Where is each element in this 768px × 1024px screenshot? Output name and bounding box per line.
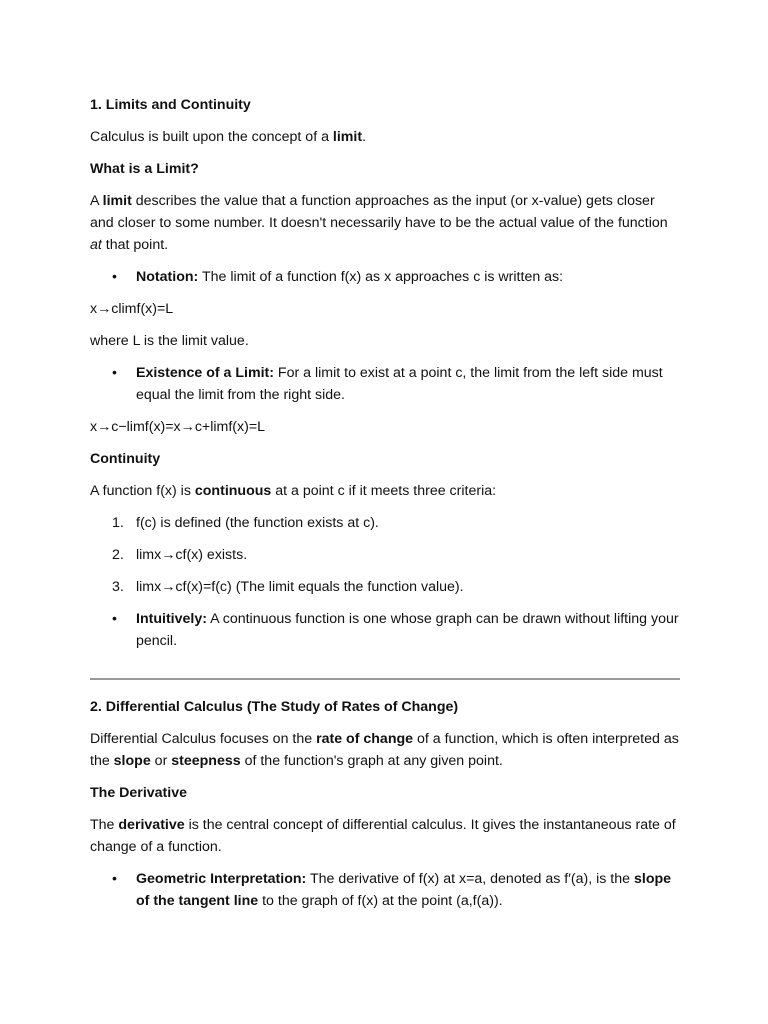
bullet-text: A continuous function is one whose graph can be drawn without lifting your pencil. <box>136 611 679 649</box>
text-run: Differential Calculus focuses on the <box>90 731 317 747</box>
section-2-title: 2. Differential Calculus (The Study of Rates of Change) <box>90 699 459 715</box>
bold-run: slope of the tangent line <box>136 871 672 909</box>
text-run: describes the value that a function approaches as the input (or x-value) gets closer and closer to some number. It doesn't necessarily have to be the actual value of the function <box>90 193 668 231</box>
notation-bullet <box>90 266 680 288</box>
bold-run: continuous <box>194 483 272 499</box>
text-run: A function f(x) is <box>90 483 195 499</box>
bullet-icon: • <box>112 611 117 627</box>
text-run: of the function's graph at any given point. <box>240 753 503 769</box>
bold-run: derivative <box>118 817 185 833</box>
where-text: where L is the limit value. <box>90 333 249 349</box>
list-number: 3. <box>112 579 124 595</box>
list-text: f(c) is defined (the function exists at c). <box>136 515 379 531</box>
derivative-heading: The Derivative <box>90 785 187 801</box>
bullet-icon: • <box>112 365 117 381</box>
existence-formula: x→c−limf(x)=x→c+limf(x)=L <box>90 419 265 435</box>
bold-run: limit <box>102 193 132 209</box>
bullet-label: Notation: <box>136 269 199 285</box>
continuity-intro <box>90 480 680 502</box>
section-1-title: 1. Limits and Continuity <box>90 97 251 113</box>
bold-run: limit <box>332 129 363 145</box>
text-run: . <box>362 129 367 145</box>
notation-formula: x→climf(x)=L <box>90 301 174 317</box>
bullet-text: to the graph of f(x) at the point (a,f(a)). <box>258 893 503 909</box>
text-run: A <box>90 193 103 209</box>
what-is-limit-heading: What is a Limit? <box>90 161 199 177</box>
list-number: 1. <box>112 515 124 531</box>
text-run: that point. <box>101 237 169 253</box>
bullet-icon: • <box>112 269 117 285</box>
list-text: limx→cf(x)=f(c) (The limit equals the function value). <box>136 579 464 595</box>
continuity-heading: Continuity <box>90 451 161 467</box>
bullet-label: Intuitively: <box>136 611 207 627</box>
limit-intro <box>90 126 680 148</box>
bullet-text: The derivative of f(x) at x=a, denoted as f′(a), is the <box>306 871 634 887</box>
text-run: is the central concept of differential calculus. It gives the instantaneous rate of change of a function. <box>90 817 676 855</box>
text-run: or <box>150 753 172 769</box>
bold-run: slope <box>113 753 151 769</box>
text-run: Calculus is built upon the concept of a <box>90 129 333 145</box>
differential-intro <box>90 728 680 772</box>
bold-run: steepness <box>171 753 241 769</box>
existence-bullet <box>90 362 680 406</box>
bold-run: rate of change <box>316 731 414 747</box>
list-number: 2. <box>112 547 124 563</box>
criteria-item <box>90 512 680 534</box>
text-run: of a function, which is often interpreted as the <box>90 731 679 769</box>
text-run: at a point c if it meets three criteria: <box>271 483 497 499</box>
bullet-label: Existence of a Limit: <box>136 365 274 381</box>
criteria-item <box>90 544 680 566</box>
bullet-text: For a limit to exist at a point c, the limit from the left side must equal the limit from the right side. <box>136 365 663 403</box>
geometric-bullet <box>90 868 680 912</box>
criteria-item <box>90 576 680 598</box>
text-run: The <box>90 817 119 833</box>
limit-definition <box>90 190 680 256</box>
bullet-icon: • <box>112 871 117 887</box>
bullet-label: Geometric Interpretation: <box>136 871 307 887</box>
bullet-text: The limit of a function f(x) as x approaches c is written as: <box>198 269 564 285</box>
derivative-definition <box>90 814 680 858</box>
list-text: limx→cf(x) exists. <box>136 547 248 563</box>
intuitive-bullet <box>90 608 680 652</box>
italic-run: at <box>90 237 102 253</box>
section-divider <box>90 678 680 680</box>
document-body <box>90 94 680 912</box>
